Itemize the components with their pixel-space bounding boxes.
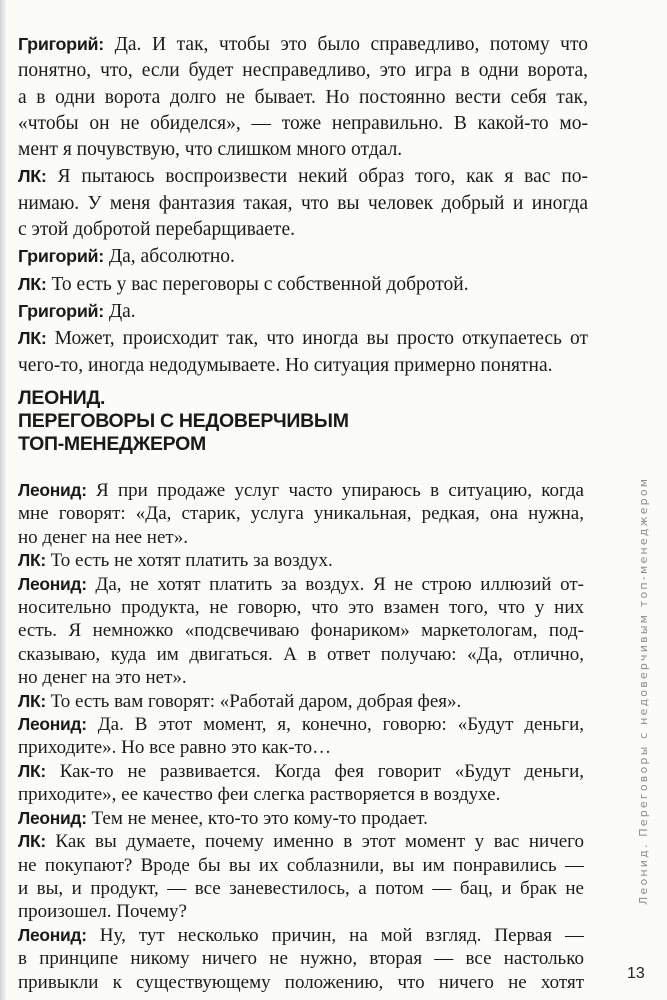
text-line [18, 736, 584, 759]
dialogue-paragraph [18, 573, 584, 690]
line-text: но денег на нее нет». [18, 526, 188, 548]
line-text: Я пытаюсь воспроизвести некий образ того, как я вас по- [57, 166, 588, 188]
line-text: носительно продукта, не говорю, что это взамен того, что у них [18, 597, 584, 619]
text-line [18, 666, 584, 689]
line-text: не покупают? Вроде бы вы их соблазнили, вы им понравились — [18, 854, 584, 876]
text-line [18, 271, 588, 298]
line-text: Да. В этот момент, я, конечно, говорю: «Будут деньги, [97, 714, 584, 736]
dialogue-paragraph [18, 807, 584, 830]
text-line [18, 900, 584, 923]
line-text: нимаю. У меня фантазия такая, что вы человек добрый и иногда [18, 192, 588, 214]
dialogue-paragraph [18, 760, 584, 807]
text-line [18, 573, 584, 596]
text-line [18, 830, 584, 853]
section-heading [18, 387, 349, 456]
text-line [18, 526, 584, 549]
text-line [18, 783, 584, 806]
line-text: и вы, и продукт, — все заневестилось, а потом — бац, и брак не [18, 877, 584, 899]
dialogue-bottom [18, 479, 584, 994]
line-text: Как-то не развивается. Когда фея говорит «Будут деньги, [59, 760, 584, 782]
line-text: понятно, что, если будет несправедливо, это игра в одни ворота, [18, 60, 588, 82]
text-line [18, 353, 588, 379]
dialogue-paragraph [18, 163, 588, 243]
dialogue-top [18, 31, 588, 379]
dialogue-paragraph [18, 243, 588, 270]
line-text: с этой добротой перебарщиваете. [18, 219, 295, 241]
dialogue-paragraph [18, 298, 588, 325]
line-text: То есть не хотят платить за воздух. [50, 550, 333, 572]
line-text: мне говорят: «Да, старик, услуга уникальная, редкая, она нужна, [18, 503, 584, 525]
text-line [18, 877, 584, 900]
text-line [18, 243, 588, 270]
line-text: Да. [108, 300, 136, 322]
text-line [18, 31, 588, 58]
dialogue-paragraph [18, 325, 588, 379]
line-text: привыкли к существующему положению, что ничего не хотят [18, 971, 584, 993]
text-line [18, 85, 588, 111]
speaker-label: Леонид: [18, 573, 87, 594]
speaker-label: ЛК: [18, 760, 46, 781]
line-text: сказываю, куда им двигаться. А в ответ получаю: «Да, отлично, [18, 643, 584, 665]
text-line [18, 619, 584, 642]
text-line [18, 643, 584, 666]
line-text: есть. Я немножко «подсвечиваю фонариком» маркетологам, под- [18, 620, 584, 642]
text-line [18, 807, 584, 830]
text-line [18, 947, 584, 970]
heading-line: ТОП-МЕНЕДЖЕРОМ [18, 433, 206, 455]
speaker-label: Леонид: [18, 480, 87, 500]
line-text: приходите». Но все равно это как-то… [18, 737, 332, 759]
dialogue-paragraph [18, 713, 584, 760]
speaker-label: Леонид: [18, 924, 87, 945]
speaker-label: Леонид: [18, 807, 87, 828]
line-text: Да, не хотят платить за воздух. Я не строю иллюзий от- [95, 573, 584, 595]
speaker-label: Леонид: [18, 714, 87, 735]
speaker-label: ЛК: [18, 690, 46, 711]
text-line [18, 854, 584, 877]
dialogue-paragraph [18, 924, 584, 994]
text-line [18, 760, 584, 783]
text-line [18, 163, 588, 190]
line-text: Да. И так, чтобы это было справедливо, потому что [114, 34, 588, 55]
dialogue-paragraph [18, 549, 584, 572]
line-text: То есть вам говорят: «Работай даром, добрая фея». [50, 690, 462, 712]
speaker-label: Григорий: [18, 246, 104, 267]
text-line [18, 502, 584, 525]
text-line [18, 298, 588, 325]
speaker-label: Григорий: [18, 300, 104, 321]
line-text: Ну, тут несколько причин, на мой взгляд. Первая — [99, 924, 584, 946]
line-text: но денег на это нет». [18, 667, 187, 689]
text-line [18, 549, 584, 572]
speaker-label: ЛК: [18, 831, 46, 852]
line-text: Как вы думаете, почему именно в этот момент у вас ничего [55, 831, 584, 853]
text-line [18, 58, 588, 84]
text-line [18, 137, 588, 163]
line-text: Тем не менее, кто-то это кому-то продает. [91, 807, 428, 829]
line-text: а в одни ворота долго не бывает. Но постоянно вести себя так, [18, 86, 588, 108]
text-line [18, 690, 584, 713]
line-text: «чтобы он не обиделся», — тоже неправильно. В какой-то мо- [18, 112, 588, 134]
text-line [18, 596, 584, 619]
page-edge-shadow [0, 0, 6, 1000]
text-line [18, 924, 584, 947]
dialogue-paragraph [18, 830, 584, 924]
text-line [18, 325, 588, 352]
speaker-label: ЛК: [18, 550, 46, 571]
text-line [18, 971, 584, 994]
line-text: произошел. Почему? [18, 901, 187, 923]
heading-line: ЛЕОНИД. [18, 387, 106, 409]
line-text: То есть у вас переговоры с собственной добротой. [51, 273, 469, 295]
heading-line: ПЕРЕГОВОРЫ С НЕДОВЕРЧИВЫМ [18, 410, 349, 432]
speaker-label: ЛК: [18, 166, 47, 187]
speaker-label: ЛК: [18, 328, 47, 349]
text-line [18, 191, 588, 217]
speaker-label: ЛК: [18, 273, 47, 294]
text-line [18, 479, 584, 502]
dialogue-paragraph [18, 31, 588, 163]
dialogue-paragraph [18, 479, 584, 549]
line-text: мент я почувствую, что слишком много отдал. [18, 139, 403, 161]
text-line [18, 111, 588, 137]
dialogue-paragraph [18, 690, 584, 713]
line-text: чего-то, иногда недодумываете. Но ситуация примерно понятна. [18, 354, 553, 376]
line-text: Я при продаже услуг часто упираюсь в ситуацию, когда [96, 480, 584, 501]
line-text: Может, происходит так, что иногда вы просто откупаетесь от [54, 328, 588, 350]
text-line [18, 217, 588, 243]
speaker-label: Григорий: [18, 34, 104, 54]
dialogue-paragraph [18, 271, 588, 298]
text-line [18, 713, 584, 736]
line-text: в принципе никому ничего не нужно, вторая — все настолько [18, 948, 584, 970]
running-header: Леонид. Переговоры с недоверчивым топ-менеджером [637, 476, 650, 905]
line-text: Да, абсолютно. [108, 246, 235, 268]
page-number: 13 [627, 965, 645, 982]
line-text: приходите», ее качество феи слегка растворяется в воздухе. [18, 784, 501, 806]
